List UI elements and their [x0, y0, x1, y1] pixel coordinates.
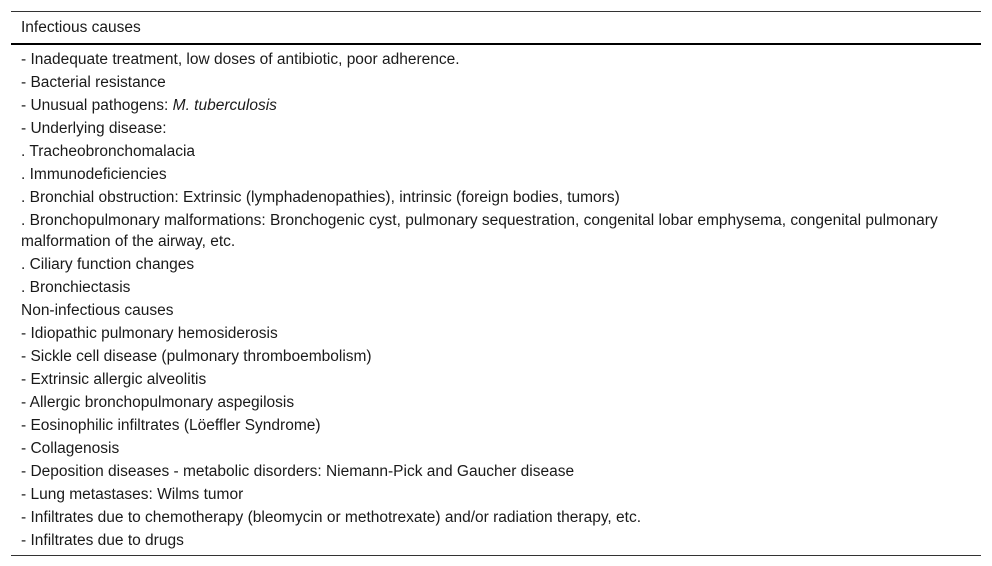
table-header: Infectious causes	[21, 19, 141, 36]
table-body-cell	[11, 45, 981, 555]
list-item: - Sickle cell disease (pulmonary thromboembolism)	[21, 348, 372, 365]
list-item: - Idiopathic pulmonary hemosiderosis	[21, 325, 278, 342]
list-item: . Ciliary function changes	[21, 256, 195, 273]
list-item: . Immunodeficiencies	[21, 166, 167, 183]
list-item: - Inadequate treatment, low doses of antibiotic, poor adherence.	[21, 51, 460, 68]
list-item: . Tracheobronchomalacia	[21, 143, 196, 160]
list-item: - Deposition diseases - metabolic disorders: Niemann-Pick and Gaucher disease	[21, 463, 575, 480]
causes-table	[11, 11, 981, 556]
list-item: - Collagenosis	[21, 440, 120, 457]
list-item: - Bacterial resistance	[21, 74, 166, 91]
list-item: . Bronchial obstruction: Extrinsic (lymphadenopathies), intrinsic (foreign bodies, tumors)	[21, 189, 620, 206]
list-item: - Underlying disease:	[21, 120, 167, 137]
list-item: - Allergic bronchopulmonary aspegilosis	[21, 394, 295, 411]
list-item: . Bronchiectasis	[21, 279, 131, 296]
list-item: - Extrinsic allergic alveolitis	[21, 371, 207, 388]
table-bottom-rule	[11, 555, 981, 556]
list-item: - Eosinophilic infiltrates (Löeffler Syndrome)	[21, 417, 321, 434]
list-item: - Infiltrates due to chemotherapy (bleomycin or methotrexate) and/or radiation therapy, etc.	[21, 509, 642, 526]
list-item	[21, 94, 971, 117]
list-item: - Lung metastases: Wilms tumor	[21, 486, 244, 503]
list-item-text: - Unusual pathogens:	[21, 97, 173, 114]
list-item: - Infiltrates due to drugs	[21, 532, 184, 549]
section-label-non-infectious: Non-infectious causes	[21, 302, 174, 319]
list-item: . Bronchopulmonary malformations: Bronchogenic cyst, pulmonary sequestration, congenital lobar emphysema, congenital pulmonary malformation of the airway, etc.	[21, 212, 938, 250]
pathogen-name: M. tuberculosis	[172, 97, 277, 114]
